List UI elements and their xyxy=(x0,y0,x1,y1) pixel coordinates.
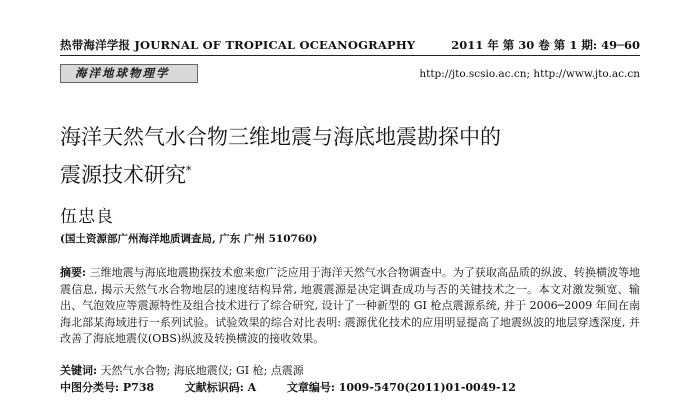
abstract-text: 三维地震与海底地震勘探技术愈来愈广泛应用于海洋天然气水合物调查中。为了获取高品质的纵波、转换横波等地震信息, 揭示天然气水合物地层的速度结构异常, 地震震源是决定调查成功与否的关键技术之一。本文对激发频宽、输出、气泡效应等震源特性及组合技术进行了综合研究, 设计了一种新型的 GI 枪点震源系统, 并于 2006─2009 年间在南海北部某海域进行一系列试验。试验效果的综合对比表明: 震源优化技术的应用明显提高了地震纵波的地层穿透深度, 并改善了海底地震仪(OBS)纵波及转换横波的接收效果。 xyxy=(60,266,641,345)
keywords xyxy=(60,362,304,378)
keywords-text: 天然气水合物; 海底地震仪; GI 枪; 点震源 xyxy=(100,364,304,377)
journal-urls: http://jto.scsio.ac.cn; http://www.jto.ac.cn xyxy=(419,68,640,80)
title-line-1: 海洋天然气水合物三维地震与海底地震勘探中的 xyxy=(60,125,501,149)
author-affiliation: (国土资源部广州海洋地质调查局, 广东 广州 510760) xyxy=(60,233,318,245)
author-name: 伍忠良 xyxy=(60,207,114,227)
article-title xyxy=(60,120,620,192)
classification-line: 中图分类号: P738 文献标识码: A 文章编号: 1009-5470(2011)01-0049-12 xyxy=(60,381,516,394)
issue-info: 2011 年 第 30 卷 第 1 期: 49─60 xyxy=(451,38,640,52)
abstract-label: 摘要: xyxy=(60,266,87,279)
abstract xyxy=(60,265,640,348)
keywords-label: 关键词: xyxy=(60,364,98,377)
section-tag: 海洋地球物理学 xyxy=(60,64,198,83)
title-line-2: 震源技术研究 xyxy=(60,163,186,187)
header-divider xyxy=(60,55,640,56)
title-footnote-mark: * xyxy=(186,164,192,177)
journal-name: 热带海洋学报 JOURNAL OF TROPICAL OCEANOGRAPHY xyxy=(60,38,416,52)
